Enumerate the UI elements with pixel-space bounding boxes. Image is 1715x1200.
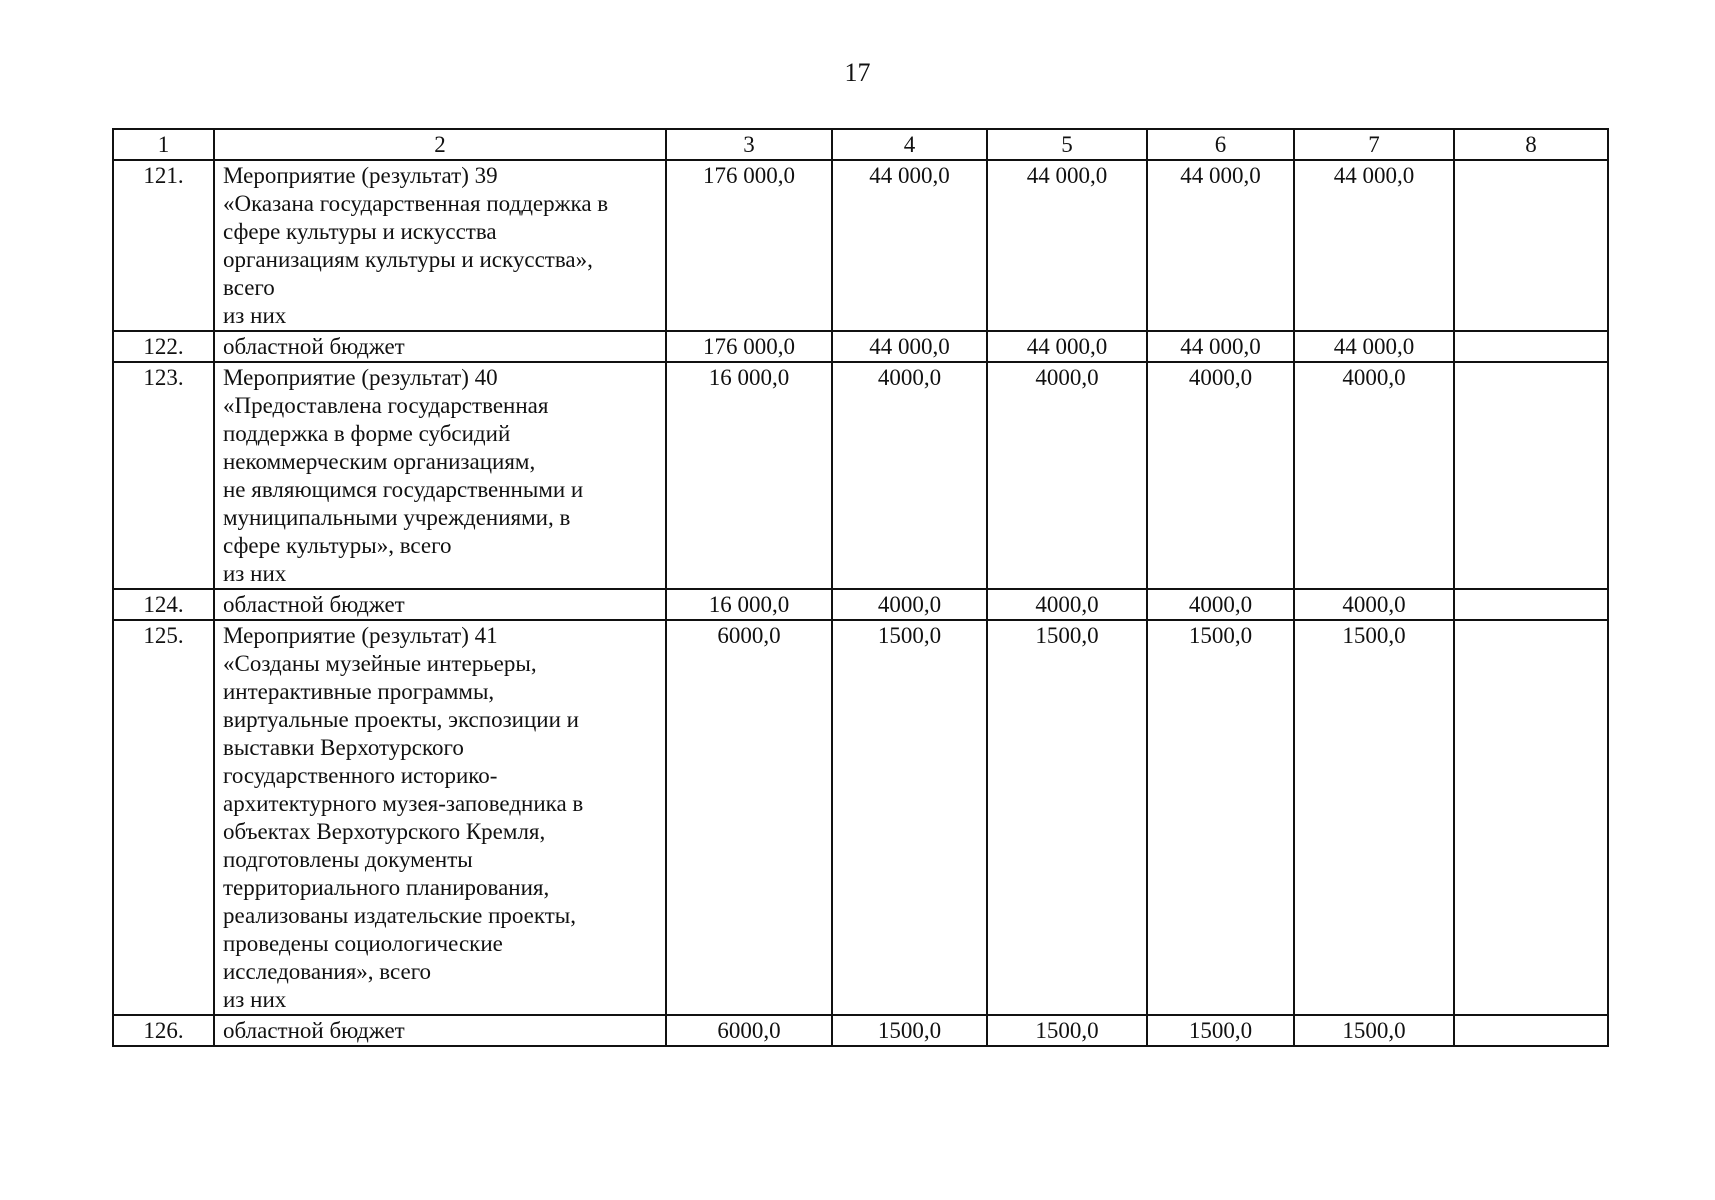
cell-col4: 1500,0 xyxy=(832,1015,987,1046)
header-row xyxy=(113,129,1608,160)
cell-col5: 1500,0 xyxy=(987,1015,1147,1046)
row-number: 126. xyxy=(113,1015,214,1046)
column-header: 7 xyxy=(1294,129,1454,160)
cell-col3: 176 000,0 xyxy=(666,160,832,331)
column-header: 1 xyxy=(113,129,214,160)
column-header: 2 xyxy=(214,129,666,160)
cell-col7: 4000,0 xyxy=(1294,589,1454,620)
cell-col3: 16 000,0 xyxy=(666,589,832,620)
table-row xyxy=(113,589,1608,620)
column-header: 5 xyxy=(987,129,1147,160)
row-description: Мероприятие (результат) 40 «Предоставлена государственная поддержка в форме субсидий некоммерческим организациям, не являющимся государственными и муниципальными учреждениями, в сфере культуры», всего из них xyxy=(214,362,666,589)
cell-col6: 44 000,0 xyxy=(1147,331,1294,362)
cell-col8 xyxy=(1454,620,1608,1015)
cell-col6: 4000,0 xyxy=(1147,362,1294,589)
cell-col7: 44 000,0 xyxy=(1294,160,1454,331)
cell-col3: 16 000,0 xyxy=(666,362,832,589)
table-row xyxy=(113,620,1608,1015)
cell-col4: 4000,0 xyxy=(832,362,987,589)
cell-col5: 4000,0 xyxy=(987,589,1147,620)
column-header: 4 xyxy=(832,129,987,160)
cell-col6: 1500,0 xyxy=(1147,1015,1294,1046)
row-number: 123. xyxy=(113,362,214,589)
cell-col4: 4000,0 xyxy=(832,589,987,620)
cell-col7: 1500,0 xyxy=(1294,620,1454,1015)
cell-col4: 44 000,0 xyxy=(832,331,987,362)
column-header: 6 xyxy=(1147,129,1294,160)
table-row xyxy=(113,160,1608,331)
row-description: областной бюджет xyxy=(214,589,666,620)
cell-col4: 44 000,0 xyxy=(832,160,987,331)
row-description: областной бюджет xyxy=(214,1015,666,1046)
column-header: 3 xyxy=(666,129,832,160)
cell-col3: 6000,0 xyxy=(666,620,832,1015)
page-number: 17 xyxy=(844,58,871,87)
cell-col8 xyxy=(1454,362,1608,589)
table-row xyxy=(113,362,1608,589)
cell-col8 xyxy=(1454,1015,1608,1046)
column-header: 8 xyxy=(1454,129,1608,160)
table-row xyxy=(113,331,1608,362)
cell-col5: 44 000,0 xyxy=(987,331,1147,362)
cell-col5: 44 000,0 xyxy=(987,160,1147,331)
row-description: Мероприятие (результат) 41 «Созданы музейные интерьеры, интерактивные программы, виртуальные проекты, экспозиции и выставки Верхотурского государственного историко- архитектурного музея-заповедника в объектах Верхотурского Кремля, подготовлены документы территориального планирования, реализованы издательские проекты, проведены социологические исследования», всего из них xyxy=(214,620,666,1015)
cell-col7: 1500,0 xyxy=(1294,1015,1454,1046)
row-number: 122. xyxy=(113,331,214,362)
row-description: Мероприятие (результат) 39 «Оказана государственная поддержка в сфере культуры и искусства организациям культуры и искусства», всего из них xyxy=(214,160,666,331)
row-description: областной бюджет xyxy=(214,331,666,362)
cell-col6: 44 000,0 xyxy=(1147,160,1294,331)
row-number: 125. xyxy=(113,620,214,1015)
cell-col5: 1500,0 xyxy=(987,620,1147,1015)
cell-col7: 44 000,0 xyxy=(1294,331,1454,362)
row-number: 121. xyxy=(113,160,214,331)
cell-col5: 4000,0 xyxy=(987,362,1147,589)
cell-col8 xyxy=(1454,160,1608,331)
cell-col8 xyxy=(1454,589,1608,620)
cell-col3: 6000,0 xyxy=(666,1015,832,1046)
cell-col3: 176 000,0 xyxy=(666,331,832,362)
cell-col7: 4000,0 xyxy=(1294,362,1454,589)
cell-col6: 4000,0 xyxy=(1147,589,1294,620)
cell-col6: 1500,0 xyxy=(1147,620,1294,1015)
row-number: 124. xyxy=(113,589,214,620)
budget-table xyxy=(112,128,1609,1047)
cell-col8 xyxy=(1454,331,1608,362)
table-row xyxy=(113,1015,1608,1046)
cell-col4: 1500,0 xyxy=(832,620,987,1015)
